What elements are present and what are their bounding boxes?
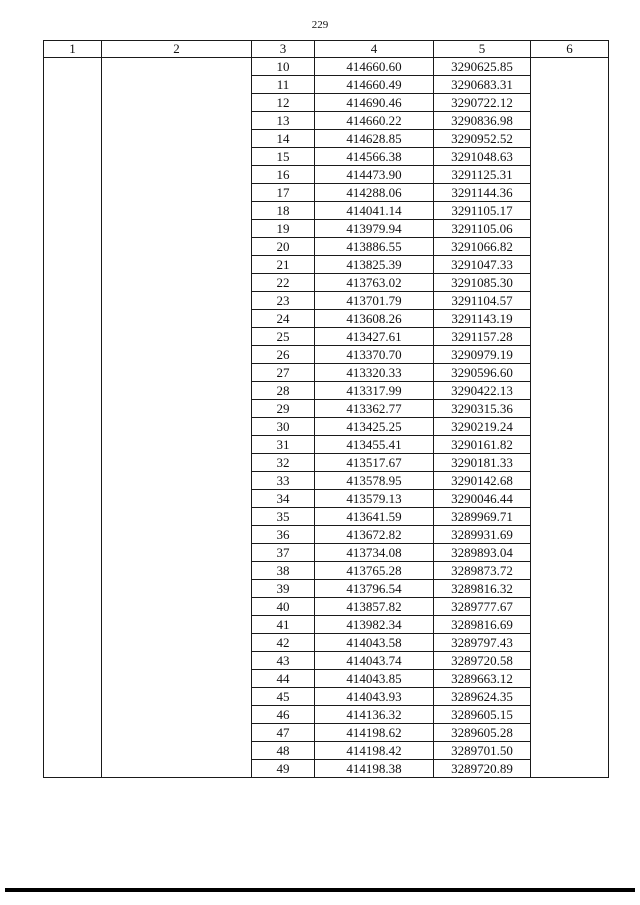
x-coordinate-cell: 413317.99 [315, 382, 434, 400]
y-coordinate-cell: 3291048.63 [434, 148, 531, 166]
point-number-cell: 22 [252, 274, 315, 292]
point-number-cell: 31 [252, 436, 315, 454]
x-coordinate-cell: 414690.46 [315, 94, 434, 112]
column-header-2: 2 [102, 41, 252, 58]
point-number-cell: 13 [252, 112, 315, 130]
y-coordinate-cell: 3289873.72 [434, 562, 531, 580]
x-coordinate-cell: 413672.82 [315, 526, 434, 544]
point-number-cell: 48 [252, 742, 315, 760]
x-coordinate-cell: 413765.28 [315, 562, 434, 580]
y-coordinate-cell: 3291047.33 [434, 256, 531, 274]
y-coordinate-cell: 3289720.89 [434, 760, 531, 778]
point-number-cell: 11 [252, 76, 315, 94]
point-number-cell: 20 [252, 238, 315, 256]
x-coordinate-cell: 413425.25 [315, 418, 434, 436]
y-coordinate-cell: 3291066.82 [434, 238, 531, 256]
point-number-cell: 33 [252, 472, 315, 490]
point-number-cell: 37 [252, 544, 315, 562]
x-coordinate-cell: 413701.79 [315, 292, 434, 310]
point-number-cell: 29 [252, 400, 315, 418]
y-coordinate-cell: 3291157.28 [434, 328, 531, 346]
x-coordinate-cell: 414198.38 [315, 760, 434, 778]
x-coordinate-cell: 414660.60 [315, 58, 434, 76]
x-coordinate-cell: 413886.55 [315, 238, 434, 256]
y-coordinate-cell: 3289605.28 [434, 724, 531, 742]
y-coordinate-cell: 3290979.19 [434, 346, 531, 364]
blank-cell-col-2 [102, 58, 252, 778]
point-number-cell: 39 [252, 580, 315, 598]
x-coordinate-cell: 414043.58 [315, 634, 434, 652]
point-number-cell: 46 [252, 706, 315, 724]
point-number-cell: 21 [252, 256, 315, 274]
point-number-cell: 17 [252, 184, 315, 202]
x-coordinate-cell: 413763.02 [315, 274, 434, 292]
header-row [44, 41, 609, 58]
x-coordinate-cell: 413608.26 [315, 310, 434, 328]
point-number-cell: 32 [252, 454, 315, 472]
x-coordinate-cell: 413578.95 [315, 472, 434, 490]
point-number-cell: 14 [252, 130, 315, 148]
point-number-cell: 40 [252, 598, 315, 616]
point-number-cell: 10 [252, 58, 315, 76]
x-coordinate-cell: 413370.70 [315, 346, 434, 364]
y-coordinate-cell: 3291105.17 [434, 202, 531, 220]
column-header-5: 5 [434, 41, 531, 58]
y-coordinate-cell: 3289816.69 [434, 616, 531, 634]
y-coordinate-cell: 3290625.85 [434, 58, 531, 76]
y-coordinate-cell: 3290596.60 [434, 364, 531, 382]
page-number: 229 [311, 19, 329, 31]
x-coordinate-cell: 414660.49 [315, 76, 434, 94]
point-number-cell: 26 [252, 346, 315, 364]
point-number-cell: 23 [252, 292, 315, 310]
y-coordinate-cell: 3290219.24 [434, 418, 531, 436]
x-coordinate-cell: 413979.94 [315, 220, 434, 238]
y-coordinate-cell: 3289797.43 [434, 634, 531, 652]
x-coordinate-cell: 414288.06 [315, 184, 434, 202]
y-coordinate-cell: 3291144.36 [434, 184, 531, 202]
y-coordinate-cell: 3290422.13 [434, 382, 531, 400]
y-coordinate-cell: 3290952.52 [434, 130, 531, 148]
x-coordinate-cell: 414198.62 [315, 724, 434, 742]
column-header-1: 1 [44, 41, 102, 58]
point-number-cell: 28 [252, 382, 315, 400]
y-coordinate-cell: 3289701.50 [434, 742, 531, 760]
point-number-cell: 27 [252, 364, 315, 382]
point-number-cell: 30 [252, 418, 315, 436]
y-coordinate-cell: 3289605.15 [434, 706, 531, 724]
y-coordinate-cell: 3289777.67 [434, 598, 531, 616]
point-number-cell: 19 [252, 220, 315, 238]
x-coordinate-cell: 413320.33 [315, 364, 434, 382]
point-number-cell: 24 [252, 310, 315, 328]
x-coordinate-cell: 413641.59 [315, 508, 434, 526]
x-coordinate-cell: 414043.93 [315, 688, 434, 706]
point-number-cell: 49 [252, 760, 315, 778]
table-row [44, 58, 609, 76]
point-number-cell: 12 [252, 94, 315, 112]
point-number-cell: 36 [252, 526, 315, 544]
x-coordinate-cell: 414136.32 [315, 706, 434, 724]
column-header-4: 4 [315, 41, 434, 58]
point-number-cell: 25 [252, 328, 315, 346]
x-coordinate-cell: 414043.74 [315, 652, 434, 670]
x-coordinate-cell: 414041.14 [315, 202, 434, 220]
point-number-cell: 44 [252, 670, 315, 688]
y-coordinate-cell: 3291105.06 [434, 220, 531, 238]
y-coordinate-cell: 3289663.12 [434, 670, 531, 688]
y-coordinate-cell: 3289893.04 [434, 544, 531, 562]
x-coordinate-cell: 414628.85 [315, 130, 434, 148]
y-coordinate-cell: 3291104.57 [434, 292, 531, 310]
x-coordinate-cell: 413579.13 [315, 490, 434, 508]
y-coordinate-cell: 3291143.19 [434, 310, 531, 328]
point-number-cell: 16 [252, 166, 315, 184]
point-number-cell: 38 [252, 562, 315, 580]
y-coordinate-cell: 3290722.12 [434, 94, 531, 112]
y-coordinate-cell: 3291125.31 [434, 166, 531, 184]
point-number-cell: 35 [252, 508, 315, 526]
x-coordinate-cell: 413427.61 [315, 328, 434, 346]
column-header-6: 6 [531, 41, 609, 58]
blank-cell-col-1 [44, 58, 102, 778]
x-coordinate-cell: 414660.22 [315, 112, 434, 130]
y-coordinate-cell: 3289969.71 [434, 508, 531, 526]
x-coordinate-cell: 413362.77 [315, 400, 434, 418]
x-coordinate-cell: 413734.08 [315, 544, 434, 562]
y-coordinate-cell: 3290161.82 [434, 436, 531, 454]
x-coordinate-cell: 413517.67 [315, 454, 434, 472]
y-coordinate-cell: 3290142.68 [434, 472, 531, 490]
point-number-cell: 34 [252, 490, 315, 508]
point-number-cell: 47 [252, 724, 315, 742]
x-coordinate-cell: 413982.34 [315, 616, 434, 634]
x-coordinate-cell: 413825.39 [315, 256, 434, 274]
y-coordinate-cell: 3290046.44 [434, 490, 531, 508]
y-coordinate-cell: 3290836.98 [434, 112, 531, 130]
point-number-cell: 18 [252, 202, 315, 220]
x-coordinate-cell: 414198.42 [315, 742, 434, 760]
y-coordinate-cell: 3289720.58 [434, 652, 531, 670]
x-coordinate-cell: 414473.90 [315, 166, 434, 184]
y-coordinate-cell: 3290181.33 [434, 454, 531, 472]
x-coordinate-cell: 413796.54 [315, 580, 434, 598]
column-header-3: 3 [252, 41, 315, 58]
x-coordinate-cell: 413455.41 [315, 436, 434, 454]
blank-cell-col-6 [531, 58, 609, 778]
table-body [44, 58, 609, 778]
coordinates-table [43, 40, 609, 778]
bottom-rule [5, 888, 635, 892]
point-number-cell: 42 [252, 634, 315, 652]
point-number-cell: 43 [252, 652, 315, 670]
x-coordinate-cell: 414043.85 [315, 670, 434, 688]
y-coordinate-cell: 3289931.69 [434, 526, 531, 544]
point-number-cell: 45 [252, 688, 315, 706]
y-coordinate-cell: 3290315.36 [434, 400, 531, 418]
y-coordinate-cell: 3289816.32 [434, 580, 531, 598]
y-coordinate-cell: 3289624.35 [434, 688, 531, 706]
x-coordinate-cell: 414566.38 [315, 148, 434, 166]
y-coordinate-cell: 3290683.31 [434, 76, 531, 94]
y-coordinate-cell: 3291085.30 [434, 274, 531, 292]
x-coordinate-cell: 413857.82 [315, 598, 434, 616]
point-number-cell: 41 [252, 616, 315, 634]
point-number-cell: 15 [252, 148, 315, 166]
